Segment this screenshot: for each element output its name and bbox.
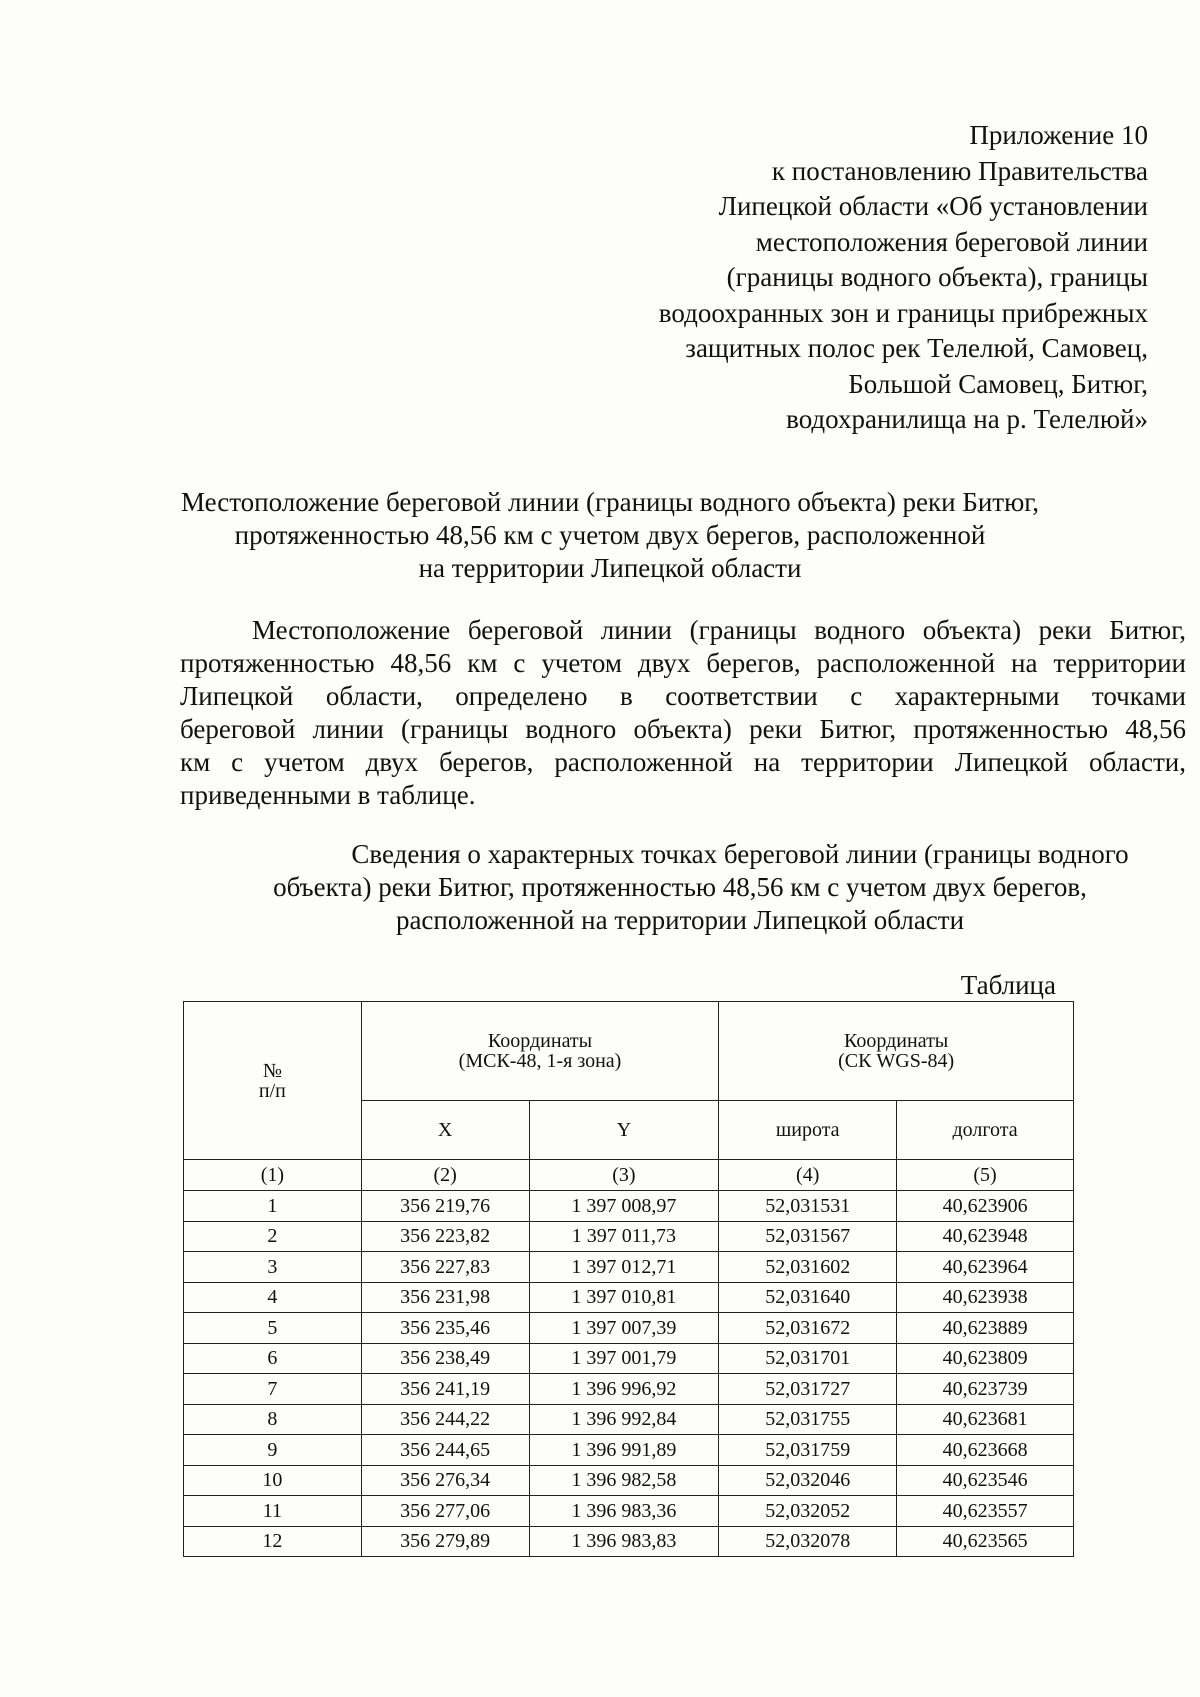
cell-number: 5 [184, 1313, 362, 1344]
header-longitude: долгота [897, 1101, 1074, 1160]
appendix-line: к постановлению Правительства [771, 155, 1148, 186]
cell-latitude: 52,031701 [719, 1343, 897, 1374]
paragraph-line: Местоположение береговой линии (границы водного объекта) реки Битюг, [252, 615, 1186, 645]
table-row [184, 1343, 1074, 1374]
cell-latitude: 52,031727 [719, 1374, 897, 1405]
paragraph-line: приведенными в таблице. [180, 780, 476, 810]
cell-latitude: 52,031531 [719, 1191, 897, 1222]
table-row [184, 1221, 1074, 1252]
appendix-line: Приложение 10 [969, 120, 1148, 150]
cell-y: 1 396 982,58 [529, 1465, 719, 1496]
cell-latitude: 52,032046 [719, 1465, 897, 1496]
paragraph-line: км с учетом двух берегов, расположенной на территории Липецкой области, [180, 747, 1186, 777]
header-wgs-group [719, 1002, 1074, 1101]
cell-x: 356 238,49 [361, 1343, 529, 1374]
cell-longitude: 40,623964 [897, 1252, 1074, 1283]
column-number: (2) [361, 1160, 529, 1191]
title-line: Местоположение береговой линии (границы водного объекта) реки Битюг, [180, 487, 1040, 517]
cell-number: 8 [184, 1404, 362, 1435]
body-paragraph [180, 614, 1186, 812]
cell-y: 1 397 010,81 [529, 1282, 719, 1313]
cell-latitude: 52,032078 [719, 1526, 897, 1557]
cell-number: 7 [184, 1374, 362, 1405]
coordinates-table [183, 1001, 1074, 1557]
cell-longitude: 40,623668 [897, 1435, 1074, 1466]
cell-number: 12 [184, 1526, 362, 1557]
cell-latitude: 52,031567 [719, 1221, 897, 1252]
cell-x: 356 227,83 [361, 1252, 529, 1283]
cell-x: 356 241,19 [361, 1374, 529, 1405]
column-number-row [184, 1160, 1074, 1191]
cell-y: 1 396 992,84 [529, 1404, 719, 1435]
table-row [184, 1435, 1074, 1466]
cell-longitude: 40,623906 [897, 1191, 1074, 1222]
cell-y: 1 396 996,92 [529, 1374, 719, 1405]
cell-y: 1 397 008,97 [529, 1191, 719, 1222]
cell-latitude: 52,031602 [719, 1252, 897, 1283]
cell-longitude: 40,623938 [897, 1282, 1074, 1313]
column-number: (5) [897, 1160, 1074, 1191]
cell-y: 1 396 983,83 [529, 1526, 719, 1557]
cell-latitude: 52,031640 [719, 1282, 897, 1313]
cell-longitude: 40,623681 [897, 1404, 1074, 1435]
table-row [184, 1313, 1074, 1344]
appendix-header [659, 118, 1148, 438]
cell-latitude: 52,031755 [719, 1404, 897, 1435]
header-x: X [361, 1101, 529, 1160]
table-caption [180, 838, 1180, 937]
cell-x: 356 219,76 [361, 1191, 529, 1222]
title-line: на территории Липецкой области [418, 553, 802, 583]
appendix-line: защитных полос рек Телелюй, Самовец, [685, 333, 1148, 363]
header-group-title: Координаты [844, 1030, 949, 1052]
cell-longitude: 40,623739 [897, 1374, 1074, 1405]
cell-y: 1 397 012,71 [529, 1252, 719, 1283]
header-num-label: п/п [258, 1079, 286, 1102]
paragraph-line: Липецкой области, определено в соответствии с характерными точками [180, 681, 1186, 711]
appendix-line: водоохранных зон и границы прибрежных [658, 297, 1148, 328]
cell-x: 356 244,65 [361, 1435, 529, 1466]
cell-number: 1 [184, 1191, 362, 1222]
cell-x: 356 231,98 [361, 1282, 529, 1313]
document-title [0, 486, 1200, 585]
table-row [184, 1496, 1074, 1527]
column-number: (3) [529, 1160, 719, 1191]
cell-x: 356 235,46 [361, 1313, 529, 1344]
cell-number: 10 [184, 1465, 362, 1496]
table-row [184, 1191, 1074, 1222]
cell-x: 356 277,06 [361, 1496, 529, 1527]
appendix-line: водохранилища на р. Телелюй» [786, 404, 1148, 434]
header-msk-group [361, 1002, 719, 1101]
cell-y: 1 397 007,39 [529, 1313, 719, 1344]
cell-latitude: 52,031759 [719, 1435, 897, 1466]
table-header-row [184, 1002, 1074, 1101]
table-row [184, 1526, 1074, 1557]
cell-x: 356 276,34 [361, 1465, 529, 1496]
caption-line: объекта) реки Битюг, протяженностью 48,56 км с учетом двух берегов, [273, 872, 1087, 902]
table-label: Таблица [960, 970, 1056, 1000]
paragraph-line: береговой линии (границы водного объекта) реки Битюг, протяженностью 48,56 [180, 714, 1186, 744]
header-group-subtitle: (СК WGS-84) [838, 1050, 955, 1072]
cell-longitude: 40,623557 [897, 1496, 1074, 1527]
paragraph-line: протяженностью 48,56 км с учетом двух берегов, расположенной на территории [180, 648, 1186, 678]
cell-longitude: 40,623948 [897, 1221, 1074, 1252]
cell-number: 11 [184, 1496, 362, 1527]
table-row [184, 1282, 1074, 1313]
header-y: Y [529, 1101, 719, 1160]
table-row [184, 1404, 1074, 1435]
appendix-line: Липецкой области «Об установлении [718, 191, 1148, 221]
cell-number: 3 [184, 1252, 362, 1283]
caption-line: Сведения о характерных точках береговой линии (границы водного [351, 839, 1129, 869]
cell-number: 2 [184, 1221, 362, 1252]
appendix-line: Большой Самовец, Битюг, [848, 368, 1148, 399]
appendix-line: местоположения береговой линии [755, 226, 1148, 257]
header-group-title: Координаты [487, 1030, 593, 1052]
cell-longitude: 40,623809 [897, 1343, 1074, 1374]
caption-line: расположенной на территории Липецкой области [395, 905, 965, 935]
cell-y: 1 397 011,73 [529, 1221, 719, 1252]
cell-number: 9 [184, 1435, 362, 1466]
table-row [184, 1465, 1074, 1496]
cell-number: 6 [184, 1343, 362, 1374]
cell-y: 1 396 983,36 [529, 1496, 719, 1527]
cell-longitude: 40,623889 [897, 1313, 1074, 1344]
cell-latitude: 52,031672 [719, 1313, 897, 1344]
cell-longitude: 40,623546 [897, 1465, 1074, 1496]
table-body [184, 1191, 1074, 1557]
header-group-subtitle: (МСК-48, 1-я зона) [458, 1050, 622, 1072]
cell-x: 356 244,22 [361, 1404, 529, 1435]
cell-x: 356 279,89 [361, 1526, 529, 1557]
cell-number: 4 [184, 1282, 362, 1313]
appendix-line: (границы водного объекта), границы [726, 262, 1148, 292]
cell-longitude: 40,623565 [897, 1526, 1074, 1557]
column-number: (4) [719, 1160, 897, 1191]
table-row [184, 1374, 1074, 1405]
title-line: протяженностью 48,56 км с учетом двух берегов, расположенной [234, 520, 986, 550]
column-number: (1) [184, 1160, 362, 1191]
header-latitude: широта [719, 1101, 897, 1160]
header-num-symbol: № [262, 1059, 282, 1082]
cell-y: 1 396 991,89 [529, 1435, 719, 1466]
cell-y: 1 397 001,79 [529, 1343, 719, 1374]
table-row [184, 1252, 1074, 1283]
cell-latitude: 52,032052 [719, 1496, 897, 1527]
cell-x: 356 223,82 [361, 1221, 529, 1252]
header-num-cell [184, 1002, 362, 1160]
